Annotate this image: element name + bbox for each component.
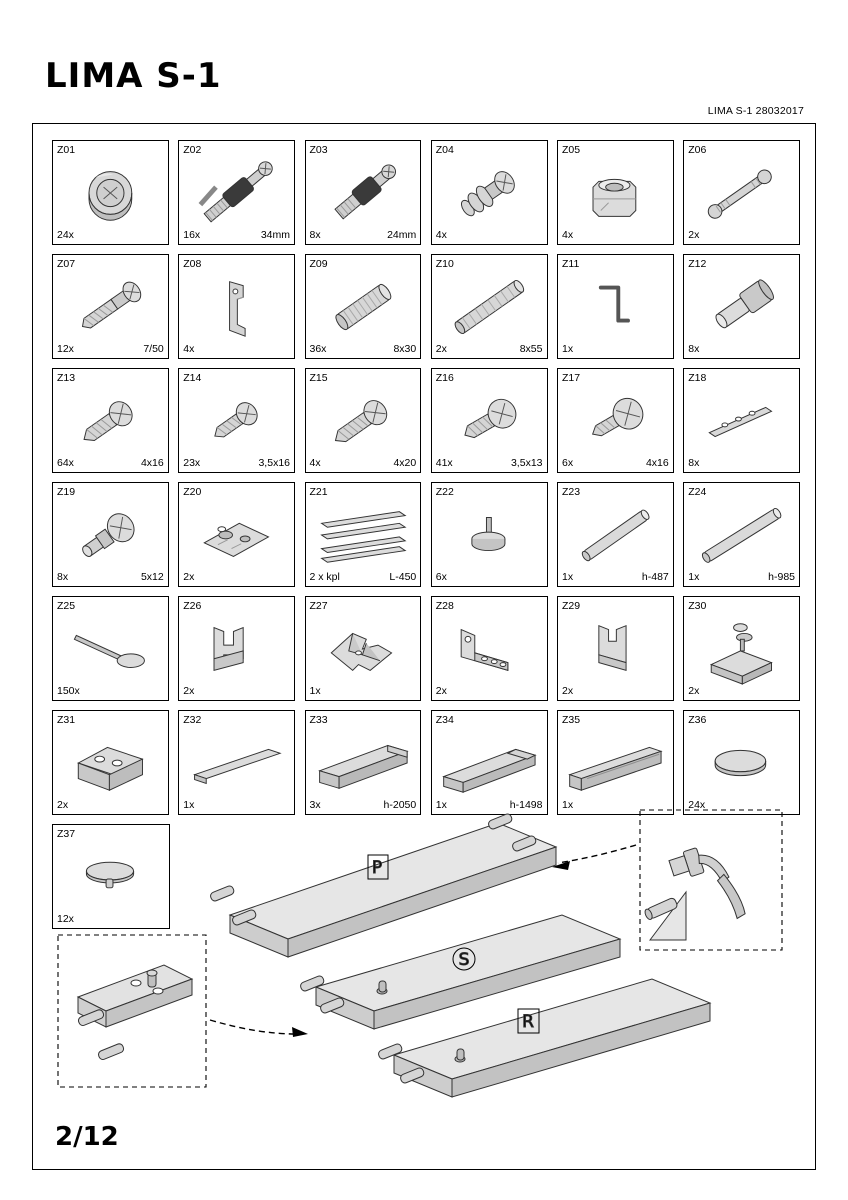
part-qty: 2x	[57, 799, 69, 811]
part-dim: 4x16	[645, 457, 669, 469]
part-code: Z06	[688, 144, 707, 156]
part-box-z09	[305, 254, 422, 359]
assembly-illustration	[32, 805, 816, 1145]
part-qty: 36x	[309, 343, 327, 355]
part-dim: 7/50	[143, 343, 164, 355]
part-box-z11	[557, 254, 674, 359]
part-box-z14	[178, 368, 295, 473]
part-qty: 16x	[183, 229, 201, 241]
part-code: Z36	[688, 714, 707, 726]
part-qty: 6x	[435, 571, 447, 583]
part-code: Z23	[562, 486, 581, 498]
document-code: LIMA S-1 28032017	[707, 105, 804, 117]
part-code: Z31	[57, 714, 76, 726]
parts-row	[52, 140, 800, 245]
panel-label-S: S	[458, 950, 470, 970]
hammer-and-dowel-detail	[644, 839, 746, 940]
part-box-z26	[178, 596, 295, 701]
part-code: Z13	[57, 372, 76, 384]
part-code: Z10	[435, 258, 454, 270]
part-code: Z02	[183, 144, 202, 156]
part-dim: 34mm	[260, 229, 290, 241]
panel-label-R: R	[522, 1012, 534, 1032]
allen-key-icon	[558, 267, 673, 347]
expanding-anchor-icon	[432, 153, 547, 233]
part-dim: h-487	[641, 571, 669, 583]
part-dim: 5x12	[140, 571, 164, 583]
u-bracket-icon	[179, 609, 294, 689]
part-qty: 2x	[688, 685, 700, 697]
part-qty: 150x	[57, 685, 80, 697]
mounting-plate-icon	[179, 495, 294, 575]
part-dim: 8x55	[519, 343, 543, 355]
confirmat-screw-icon	[53, 267, 168, 347]
part-code: Z21	[309, 486, 328, 498]
arrow-to-panel	[210, 1020, 296, 1034]
part-qty: 4x	[435, 229, 447, 241]
part-box-z02	[178, 140, 295, 245]
part-qty: 4x	[309, 457, 321, 469]
cam-lock-icon	[53, 153, 168, 233]
part-code: Z19	[57, 486, 76, 498]
part-dim: 4x20	[393, 457, 417, 469]
screw-flat-head-icon	[432, 381, 547, 461]
part-box-z15	[305, 368, 422, 473]
part-qty: 4x	[562, 229, 574, 241]
part-qty: 2x	[688, 229, 700, 241]
part-dim: L-450	[389, 571, 417, 583]
part-code: Z08	[183, 258, 202, 270]
part-box-z16	[431, 368, 548, 473]
part-code: Z05	[562, 144, 581, 156]
parts-row	[52, 254, 800, 359]
flat-plate-icon	[684, 381, 799, 461]
part-qty: 2x	[562, 685, 574, 697]
part-code: Z32	[183, 714, 202, 726]
panel-dowel-detail	[77, 965, 192, 1061]
nail-icon	[53, 609, 168, 689]
part-code: Z29	[562, 600, 581, 612]
part-qty: 1x	[435, 799, 447, 811]
part-dim: 8x30	[393, 343, 417, 355]
part-qty: 24x	[57, 229, 74, 241]
flat-bar-icon	[179, 723, 294, 803]
screw-icon	[306, 381, 421, 461]
parts-row	[52, 368, 800, 473]
furniture-foot-icon	[432, 495, 547, 575]
part-box-z36	[683, 710, 800, 815]
part-code: Z01	[57, 144, 76, 156]
part-code: Z24	[688, 486, 707, 498]
part-qty: 6x	[562, 457, 574, 469]
part-qty: 8x	[688, 343, 700, 355]
part-qty: 8x	[309, 229, 321, 241]
part-dim: 3,5x16	[258, 457, 290, 469]
rod-long-icon	[684, 495, 799, 575]
part-code: Z25	[57, 600, 76, 612]
screw-icon	[53, 381, 168, 461]
part-code: Z20	[183, 486, 202, 498]
part-code: Z22	[435, 486, 454, 498]
screw-round-head-icon	[558, 381, 673, 461]
double-end-bolt-icon	[684, 153, 799, 233]
part-code: Z15	[309, 372, 328, 384]
page-title: LIMA S-1	[45, 56, 222, 96]
part-dim: 24mm	[387, 229, 417, 241]
part-qty: 1x	[562, 343, 574, 355]
dowel-bolt-icon	[179, 153, 294, 233]
panel-label-P: P	[371, 858, 383, 878]
part-code: Z12	[688, 258, 707, 270]
euro-screw-icon	[53, 495, 168, 575]
part-code: Z37	[57, 828, 76, 840]
page-number: 2/12	[55, 1122, 119, 1152]
part-qty: 1x	[183, 799, 195, 811]
part-box-z03	[305, 140, 422, 245]
part-code: Z07	[57, 258, 76, 270]
part-box-z31	[52, 710, 169, 815]
part-code: Z04	[435, 144, 454, 156]
part-box-z05	[557, 140, 674, 245]
part-box-z32	[178, 710, 295, 815]
part-box-z20	[178, 482, 295, 587]
part-box-z08	[178, 254, 295, 359]
part-box-z07	[52, 254, 169, 359]
clamp-assembly-icon	[684, 609, 799, 689]
arrow-to-hammer	[558, 845, 636, 863]
perforated-bracket-icon	[432, 609, 547, 689]
part-code: Z16	[435, 372, 454, 384]
parts-row	[52, 596, 800, 701]
cover-cap-icon	[684, 723, 799, 803]
part-box-z35	[557, 710, 674, 815]
wooden-dowel-long-icon	[432, 267, 547, 347]
part-code: Z14	[183, 372, 202, 384]
part-qty: 8x	[688, 457, 700, 469]
part-code: Z03	[309, 144, 328, 156]
part-qty: 3x	[309, 799, 321, 811]
drawer-runner-icon	[306, 495, 421, 575]
part-code: Z27	[309, 600, 328, 612]
part-box-z10	[431, 254, 548, 359]
part-code: Z33	[309, 714, 328, 726]
plastic-block-icon	[53, 723, 168, 803]
arrow-head-right	[292, 1027, 308, 1037]
part-qty: 24x	[688, 799, 706, 811]
part-qty: 2x	[183, 571, 195, 583]
part-box-z06	[683, 140, 800, 245]
cam-housing-icon	[558, 153, 673, 233]
part-qty: 4x	[183, 343, 195, 355]
complex-bracket-icon	[306, 609, 421, 689]
part-box-z18	[683, 368, 800, 473]
part-code: Z26	[183, 600, 202, 612]
part-code: Z11	[562, 258, 580, 270]
profile-rail-icon	[306, 723, 421, 803]
parts-row	[52, 710, 800, 815]
part-qty: 41x	[435, 457, 453, 469]
part-box-z19	[52, 482, 169, 587]
part-qty: 2x	[435, 685, 447, 697]
part-qty: 8x	[57, 571, 69, 583]
part-code: Z18	[688, 372, 707, 384]
part-box-z30	[683, 596, 800, 701]
screw-icon	[179, 381, 294, 461]
part-dim: 3,5x13	[510, 457, 543, 469]
metal-bracket-icon	[179, 267, 294, 347]
channel-profile-icon	[558, 723, 673, 803]
part-box-z17	[557, 368, 674, 473]
part-box-z27	[305, 596, 422, 701]
part-qty: 64x	[57, 457, 74, 469]
part-box-z34	[431, 710, 548, 815]
part-box-z12	[683, 254, 800, 359]
part-box-z28	[431, 596, 548, 701]
wooden-dowel-icon	[306, 267, 421, 347]
part-box-z01	[52, 140, 169, 245]
part-code: Z30	[688, 600, 707, 612]
part-code: Z09	[309, 258, 328, 270]
plastic-sleeve-icon	[684, 267, 799, 347]
part-qty: 1x	[309, 685, 321, 697]
part-dim: h-985	[768, 571, 795, 583]
dowel-bolt-short-icon	[306, 153, 421, 233]
part-box-z22	[431, 482, 548, 587]
part-qty: 23x	[183, 457, 201, 469]
part-qty: 12x	[57, 913, 74, 925]
part-code: Z34	[435, 714, 454, 726]
part-qty: 2x	[435, 343, 447, 355]
part-box-z21	[305, 482, 422, 587]
notched-bracket-icon	[558, 609, 673, 689]
part-qty: 1x	[562, 571, 574, 583]
part-code: Z28	[435, 600, 454, 612]
part-qty: 1x	[688, 571, 700, 583]
part-box-z13	[52, 368, 169, 473]
part-dim: 4x16	[140, 457, 164, 469]
rod-icon	[558, 495, 673, 575]
part-qty: 2 x kpl	[309, 571, 340, 583]
part-box-z24	[683, 482, 800, 587]
part-qty: 12x	[57, 343, 74, 355]
part-box-z25	[52, 596, 169, 701]
part-dim: h-2050	[383, 799, 417, 811]
part-box-z33	[305, 710, 422, 815]
part-code: Z35	[562, 714, 581, 726]
part-qty: 2x	[183, 685, 195, 697]
part-code: Z17	[562, 372, 581, 384]
part-dim: h-1498	[509, 799, 543, 811]
angle-profile-icon	[432, 723, 547, 803]
part-qty: 1x	[562, 799, 574, 811]
part-box-z04	[431, 140, 548, 245]
part-box-z29	[557, 596, 674, 701]
part-box-z23	[557, 482, 674, 587]
parts-row	[52, 482, 800, 587]
